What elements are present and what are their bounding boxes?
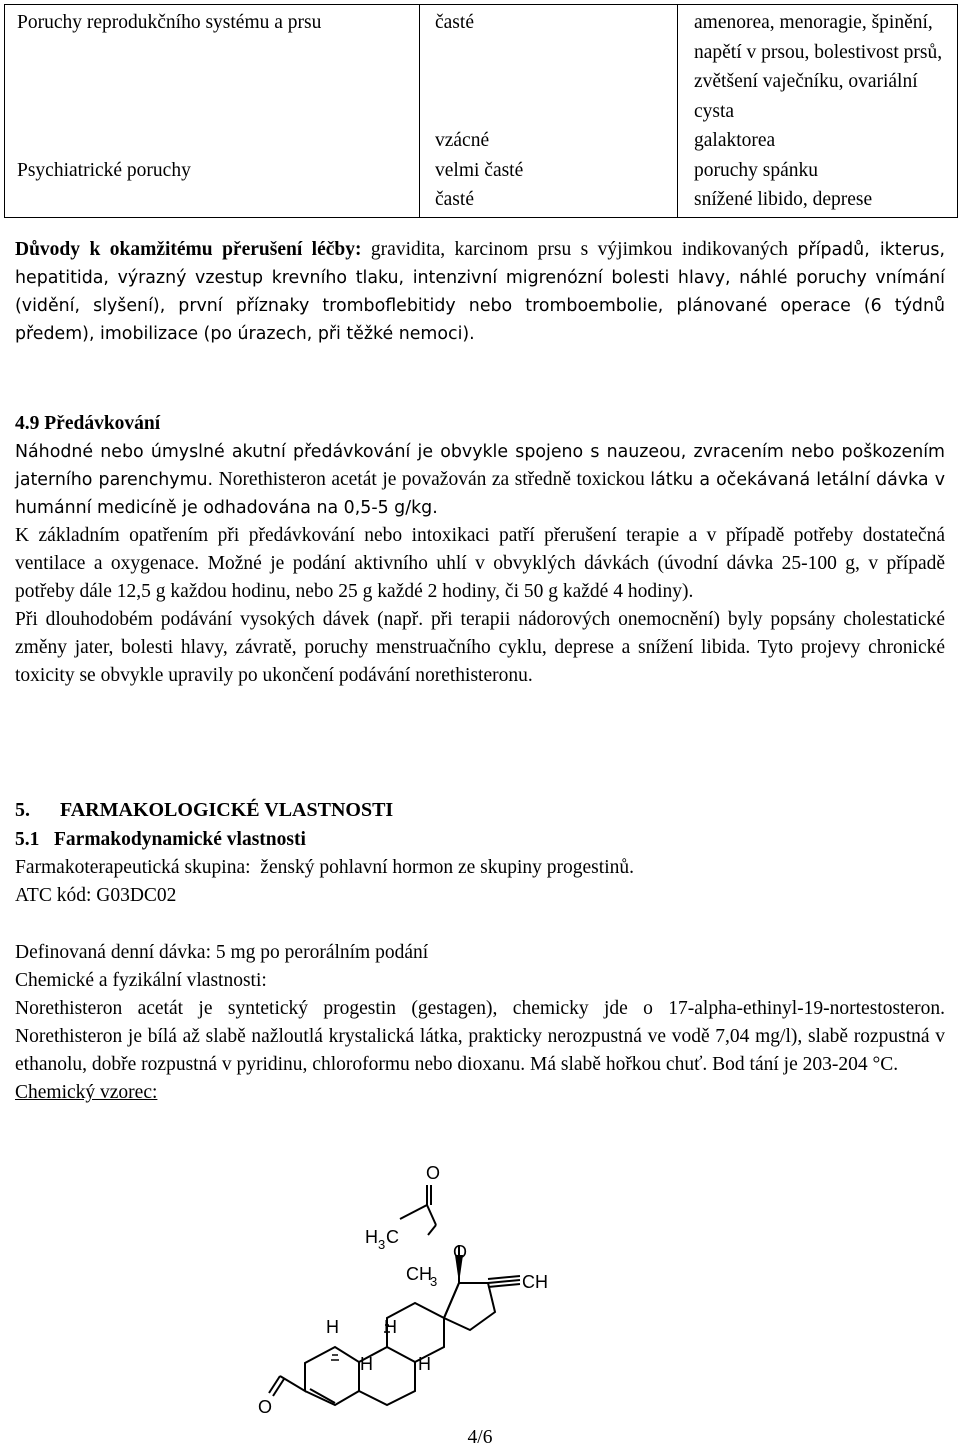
atom-label: CH	[406, 1264, 432, 1284]
effect-cell: galaktorea	[678, 126, 958, 156]
table-row	[5, 126, 958, 156]
atom-label: H	[418, 1354, 431, 1374]
discontinuation-text: případů, ikterus, hepatitida, výrazný vzestup krevního tlaku, intenzivní migrenózní bolesti hlavy, náhlé poruchy vnímání (vidění, slyšení), první příznaky tromboflebitidy nebo tromboembolie, plánované operace (6 týdnů předem), imobilizace (po úrazech, při těžké nemoci).	[15, 240, 945, 344]
atc-code: ATC kód: G03DC02	[15, 885, 177, 906]
section-heading: 5. FARMAKOLOGICKÉ VLASTNOSTI	[15, 799, 394, 821]
atom-label: H	[365, 1227, 378, 1247]
soc-cell: Poruchy reprodukčního systému a prsu	[5, 5, 420, 127]
atom-label: H	[384, 1317, 397, 1337]
effect-cell: amenorea, menoragie, špinění, napětí v prsou, bolestivost prsů, zvětšení vaječníku, ovariální cysta	[678, 5, 958, 127]
atom-label: O	[258, 1397, 273, 1417]
discontinuation-lead: gravidita, karcinom prsu s výjimkou indikovaných	[361, 239, 788, 260]
soc-cell	[5, 185, 420, 217]
adverse-effects-table	[4, 4, 958, 218]
chem-text-a: Norethisteron acetát je syntetický progestin (gestagen), chemicky jde o 17-alpha-ethinyl-19-nortestosteron.	[15, 998, 945, 1019]
soc-cell: Psychiatrické poruchy	[5, 156, 420, 186]
pharm-group: Farmakoterapeutická skupina: ženský pohlavní hormon ze skupiny progestinů.	[15, 857, 634, 878]
table-row	[5, 5, 958, 127]
effect-cell: snížené libido, deprese	[678, 185, 958, 217]
section-4-9	[15, 410, 945, 690]
page-number: 4/6	[467, 1427, 493, 1448]
section-5	[15, 796, 945, 1107]
overdose-text-1a: Náhodné nebo úmyslné akutní předávkování je obvykle spojeno s nauzeou, zvracením nebo poškozením jaterního parenchymu.	[15, 442, 945, 490]
formula-label: Chemický vzorec:	[15, 1082, 158, 1103]
atom-label: H	[326, 1317, 339, 1337]
overdose-text-3a: Při dlouhodobém podávání vysokých dávek (např.	[15, 609, 424, 630]
structure-bonds	[269, 1185, 520, 1405]
atom-label: CH	[522, 1272, 548, 1292]
norethisterone-acetate-structure	[240, 1165, 600, 1425]
frequency-cell: časté	[420, 185, 678, 217]
atom-label: O	[426, 1165, 441, 1183]
frequency-cell: vzácné	[420, 126, 678, 156]
chem-text-b: Norethisteron je bílá až slabě nažloutlá krystalická látka, prakticky nerozpustná ve vodě 7,04 mg/l), slabě rozpustná v ethanolu, dobře rozpustná v pyridinu, chloroformu nebo dioxanu. Má slabě hořkou chuť. Bod tání je 203-204 °C.	[15, 1026, 945, 1075]
effect-cell: poruchy spánku	[678, 156, 958, 186]
overdose-text-1b: Norethisteron acetát je považován za středně toxickou	[213, 469, 645, 490]
frequency-cell: časté	[420, 5, 678, 127]
section-heading: 4.9 Předávkování	[15, 413, 161, 434]
frequency-cell: velmi časté	[420, 156, 678, 186]
atom-label: C	[386, 1227, 399, 1247]
overdose-text-3c: Tyto projevy chronické toxicity se obvykle upravily po ukončení podávání norethisteronu.	[15, 637, 946, 686]
atom-label: H	[360, 1354, 373, 1374]
overdose-text-2a: K základním opatřením při předávkování nebo intoxikaci patří přerušení terapie a v případě potřeby dostatečná ventilace a oxygenace.	[15, 525, 945, 574]
defined-daily-dose: Definovaná denní dávka: 5 mg po perorálním podání	[15, 942, 429, 963]
table-row	[5, 156, 958, 186]
overdose-text-3b: při terapii nádorových onemocnění) byly popsány cholestatické změny jater, bolesti hlavy, závratě, poruchy menstruačního cyklu, deprese a snížení libida.	[15, 609, 946, 658]
discontinuation-label: Důvody k okamžitému přerušení léčby:	[15, 239, 362, 260]
overdose-text-2b: Možné je podání aktivního uhlí v obvyklých dávkách (úvodní dávka 25-100 g, v případě potřeby dále 12,5 g každou hodinu, nebo 25 g každé 2 hodiny, či 50 g každé 4 hodiny).	[15, 553, 946, 602]
soc-cell	[5, 126, 420, 156]
subsection-heading: 5.1 Farmakodynamické vlastnosti	[15, 829, 306, 850]
atom-label-subscript: 3	[378, 1237, 386, 1252]
discontinuation-paragraph	[15, 236, 945, 348]
overdose-text-1c: látku a očekávaná letální dávka v humánní medicíně je odhadována na 0,5-5 g/kg.	[15, 470, 945, 518]
atom-label-subscript: 3	[430, 1274, 438, 1289]
chem-properties-label: Chemické a fyzikální vlastnosti:	[15, 970, 267, 991]
atom-label: O	[453, 1242, 468, 1262]
table-row	[5, 185, 958, 217]
